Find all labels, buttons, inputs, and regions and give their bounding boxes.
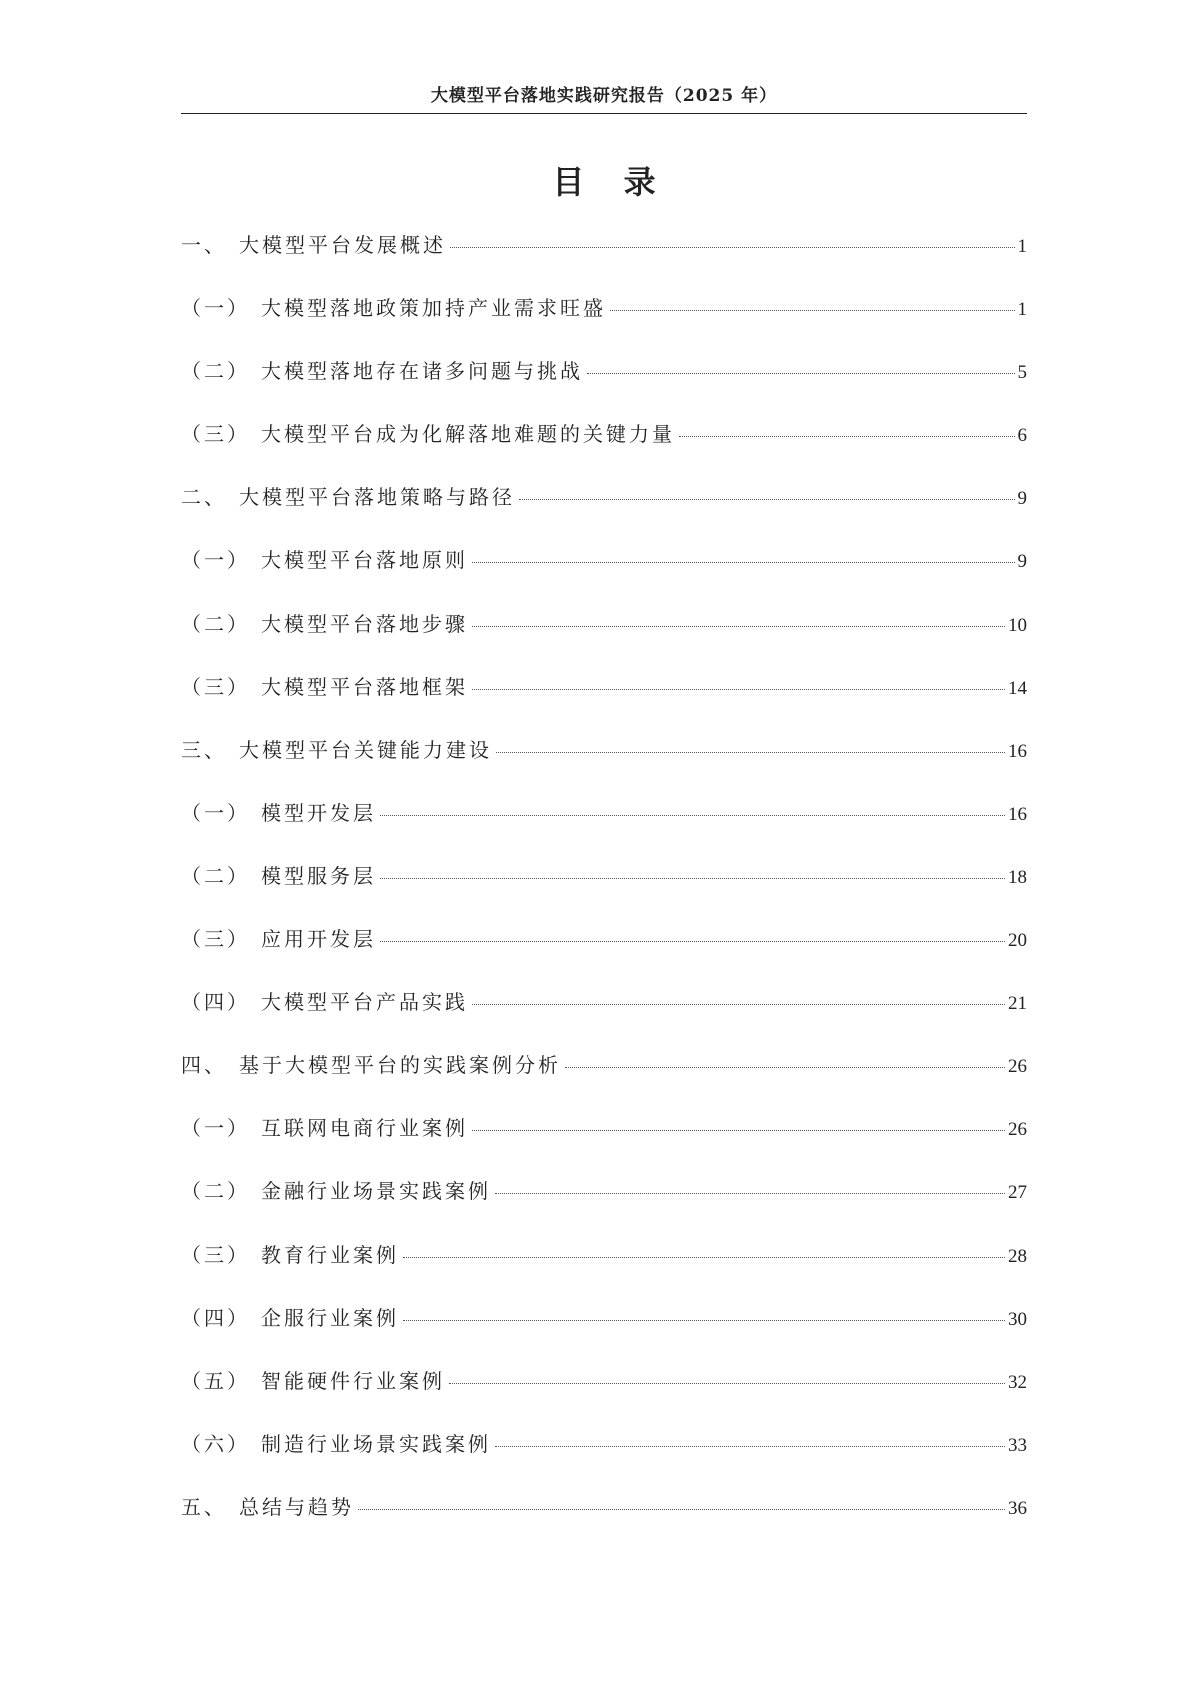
toc-entry-number: （三） [181,927,250,952]
toc-entry-title: 大模型落地存在诸多问题与挑战 [261,359,583,384]
toc-dot-leader [472,689,1005,690]
toc-entry-number: （三） [181,1242,250,1267]
toc-title: 目 录 [552,163,656,201]
toc-entry-number: （一） [181,296,250,321]
toc-entry[interactable] [181,1108,1027,1171]
toc-entry[interactable] [181,1487,1027,1550]
toc-entry-title: 智能硬件行业案例 [261,1368,445,1393]
toc-entry-title: 大模型平台落地步骤 [261,611,468,636]
toc-entry[interactable] [181,856,1027,919]
toc-entry-title: 大模型平台落地框架 [261,674,468,699]
toc-entry[interactable] [181,1235,1027,1298]
toc-page-number: 9 [1017,488,1027,510]
header-divider [181,113,1027,114]
toc-page-number: 10 [1008,614,1027,636]
toc-page-number: 28 [1008,1245,1027,1267]
toc-dot-leader [449,1383,1005,1384]
toc-page-number: 1 [1017,299,1027,321]
toc-dot-leader [472,626,1005,627]
toc-entry-number: （二） [181,863,250,888]
toc-dot-leader [450,247,1015,248]
toc-dot-leader [358,1509,1005,1510]
toc-entry[interactable] [181,540,1027,603]
toc-entry-title: 教育行业案例 [261,1242,399,1267]
toc-entry-title: 大模型落地政策加持产业需求旺盛 [261,296,606,321]
toc-entry-title: 基于大模型平台的实践案例分析 [239,1053,561,1078]
toc-page-number: 27 [1008,1182,1027,1204]
toc-entry-number: 五、 [181,1494,227,1519]
toc-entry[interactable] [181,604,1027,667]
toc-entry-number: 二、 [181,485,227,510]
toc-entry-number: （四） [181,1305,250,1330]
toc-dot-leader [610,310,1015,311]
toc-entry-number: 四、 [181,1053,227,1078]
toc-entry-title: 模型服务层 [261,863,376,888]
toc-entry-title: 大模型平台落地原则 [261,548,468,573]
toc-dot-leader [403,1257,1005,1258]
toc-entry[interactable] [181,667,1027,730]
toc-dot-leader [472,1004,1005,1005]
toc-entry-title: 大模型平台产品实践 [261,990,468,1015]
toc-dot-leader [472,562,1015,563]
toc-entry-title: 互联网电商行业案例 [261,1116,468,1141]
toc-entry-title: 制造行业场景实践案例 [261,1431,491,1456]
toc-page-number: 26 [1008,1119,1027,1141]
toc-page-number: 21 [1008,993,1027,1015]
toc-dot-leader [495,1193,1005,1194]
toc-page-number: 16 [1008,740,1027,762]
toc-dot-leader [472,1130,1005,1131]
toc-entry-title: 大模型平台落地策略与路径 [239,485,515,510]
toc-entry-number: 三、 [181,737,227,762]
toc-entry-number: （二） [181,359,250,384]
toc-entry-title: 大模型平台发展概述 [239,233,446,257]
toc-page-number: 36 [1008,1497,1027,1519]
toc-entry[interactable] [181,225,1027,288]
toc-dot-leader [403,1320,1005,1321]
toc-page-number: 9 [1017,551,1027,573]
toc-page-number: 33 [1008,1434,1027,1456]
toc-entry-number: （四） [181,990,250,1015]
toc-entry[interactable] [181,730,1027,793]
toc-entry[interactable] [181,1298,1027,1361]
toc-dot-leader [496,752,1005,753]
toc-entry[interactable] [181,919,1027,982]
toc-entry[interactable] [181,1361,1027,1424]
toc-entry-title: 企服行业案例 [261,1305,399,1330]
toc-entry-title: 金融行业场景实践案例 [261,1179,491,1204]
toc-page-number: 18 [1008,866,1027,888]
table-of-contents [181,225,1027,1550]
toc-entry[interactable] [181,793,1027,856]
toc-dot-leader [519,499,1015,500]
toc-dot-leader [495,1446,1005,1447]
toc-entry[interactable] [181,1045,1027,1108]
toc-entry[interactable] [181,982,1027,1045]
toc-dot-leader [587,373,1015,374]
toc-page-number: 1 [1017,236,1027,257]
toc-entry[interactable] [181,477,1027,540]
toc-dot-leader [380,941,1005,942]
toc-entry-title: 总结与趋势 [239,1494,354,1519]
toc-entry-title: 大模型平台关键能力建设 [239,737,492,762]
toc-page-number: 16 [1008,803,1027,825]
toc-entry-number: （一） [181,1116,250,1141]
toc-page-number: 5 [1017,362,1027,384]
toc-entry-number: （一） [181,548,250,573]
toc-page-number: 20 [1008,930,1027,952]
toc-entry-number: （三） [181,674,250,699]
toc-entry[interactable] [181,414,1027,477]
toc-entry-number: （三） [181,422,250,447]
page-header-title: 大模型平台落地实践研究报告（2025 年） [430,86,778,106]
toc-dot-leader [565,1067,1005,1068]
toc-entry-number: （二） [181,1179,250,1204]
toc-entry-title: 模型开发层 [261,800,376,825]
toc-entry[interactable] [181,351,1027,414]
toc-entry-number: 一、 [181,233,227,257]
toc-entry[interactable] [181,288,1027,351]
toc-page-number: 26 [1008,1056,1027,1078]
toc-entry[interactable] [181,1171,1027,1234]
toc-page-number: 32 [1008,1371,1027,1393]
toc-entry[interactable] [181,1424,1027,1487]
toc-entry-number: （六） [181,1431,250,1456]
toc-page-number: 30 [1008,1308,1027,1330]
toc-page-number: 6 [1017,425,1027,447]
toc-dot-leader [380,815,1005,816]
toc-entry-title: 大模型平台成为化解落地难题的关键力量 [261,422,675,447]
toc-entry-number: （二） [181,611,250,636]
toc-dot-leader [380,878,1005,879]
toc-entry-title: 应用开发层 [261,927,376,952]
toc-entry-number: （五） [181,1368,250,1393]
toc-entry-number: （一） [181,800,250,825]
toc-dot-leader [679,436,1015,437]
toc-page-number: 14 [1008,677,1027,699]
